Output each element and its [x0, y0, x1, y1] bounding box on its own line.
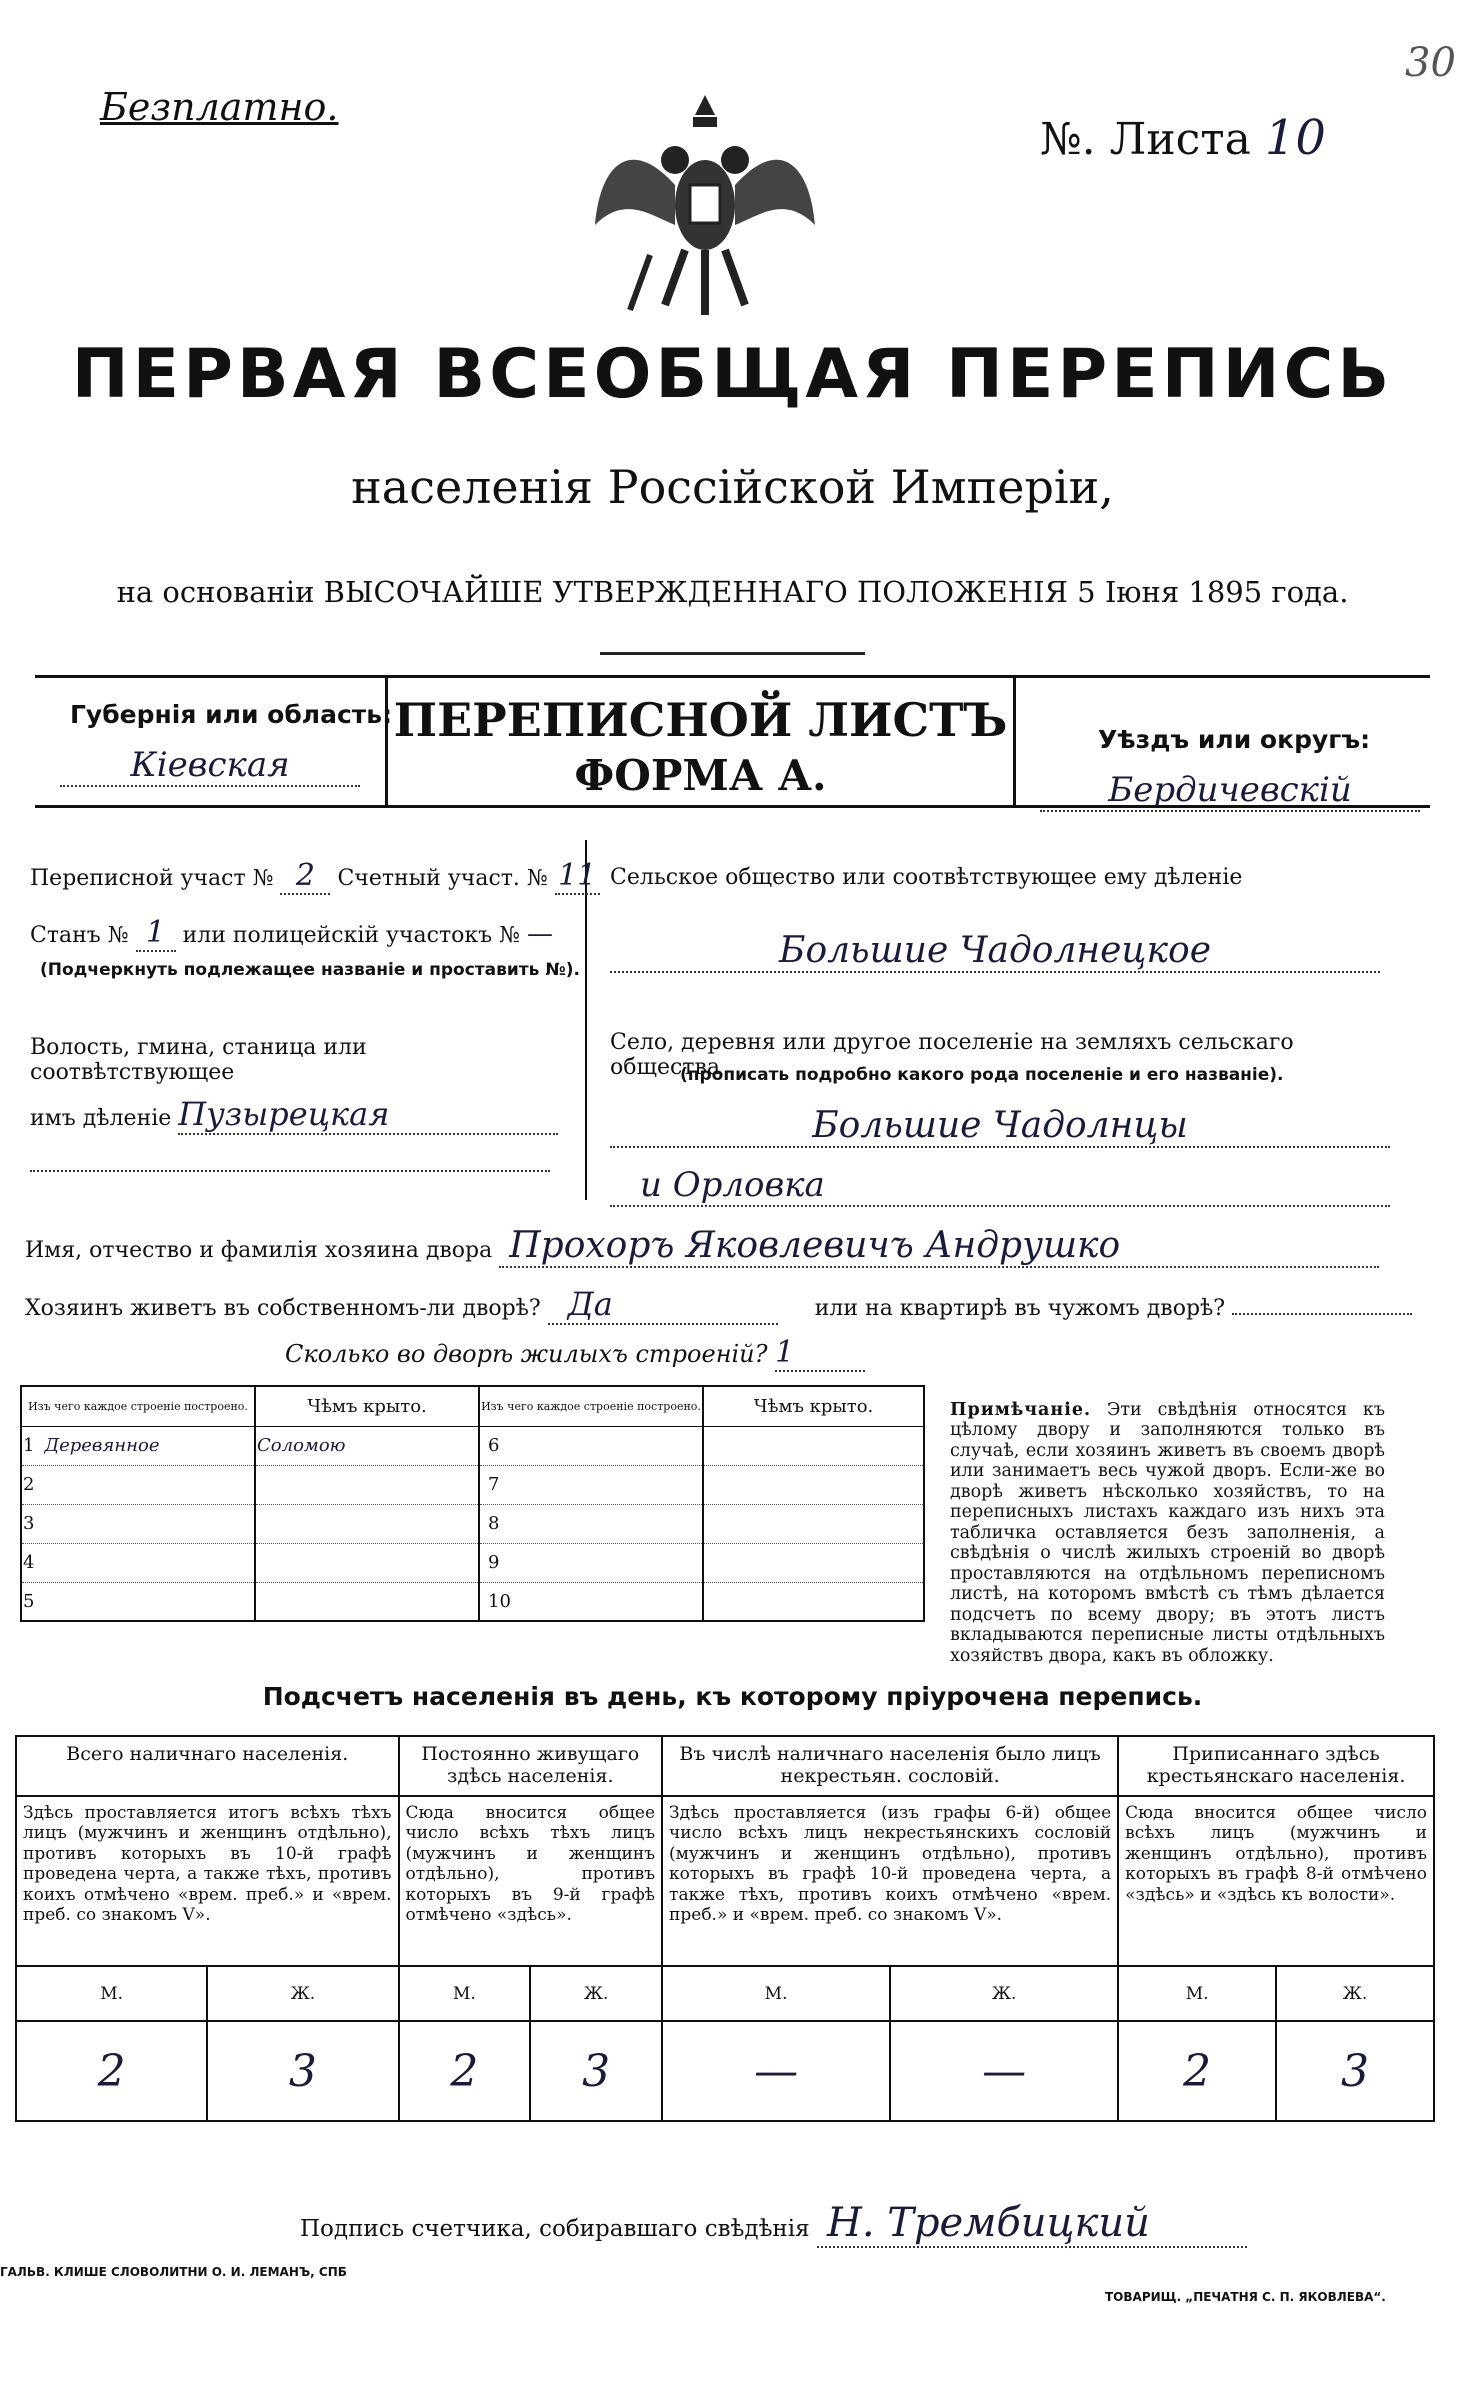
- volost-value: Пузырецкая: [178, 1095, 558, 1135]
- count-col-head: Всего наличнаго населенія.: [16, 1736, 399, 1796]
- province-label: Губернія или область:: [70, 700, 393, 729]
- village-value-1: Большие Чадолнцы: [610, 1105, 1390, 1148]
- population-count-table: [15, 1735, 1435, 2122]
- form-subtitle: ФОРМА А.: [574, 751, 827, 800]
- bld-roof-left: Соломою: [255, 1426, 479, 1465]
- census-section-label: Переписной участ: [30, 866, 246, 891]
- free-label: Безплатно.: [100, 85, 339, 129]
- note-text: Эти свѣдѣнія относятся къ цѣлому двору и заполняются только въ случаѣ, если хозяинъ живетъ въ своемъ дворѣ или занимаетъ весь чужой дворъ. Если-же во дворѣ живетъ нѣсколько хозяйствъ, то на переписныхъ листахъ каждаго изъ нихъ эта табличка оставляется безъ заполненія, а свѣдѣнія о числѣ жилыхъ строеній во дворѣ проставляются на отдѣльномъ переписномъ листѣ, на которомъ вмѣстѣ съ тѣмъ дѣлается подсчетъ по всему двору; въ этотъ листъ вкладываются переписные листы отдѣльныхъ хозяйствъ двора, какъ въ обложку.: [950, 1400, 1385, 1666]
- count-col-head: Приписаннаго здѣсь крестьянскаго населенія.: [1118, 1736, 1434, 1796]
- bld-built-left: 5: [21, 1582, 255, 1621]
- buildings-value: 1: [775, 1335, 865, 1372]
- page-title: ПЕРВАЯ ВСЕОБЩАЯ ПЕРЕПИСЬ: [71, 335, 1394, 414]
- male-header: М.: [1118, 1966, 1276, 2021]
- own-yard-line: [25, 1285, 1412, 1325]
- owner-line: [25, 1225, 1379, 1268]
- female-header: Ж.: [530, 1966, 662, 2021]
- buildings-line: [285, 1335, 865, 1372]
- bld-roof-left: [255, 1504, 479, 1543]
- corner-mark: 30: [1405, 40, 1456, 86]
- count-col-desc: Здѣсь проставляется итогъ всѣхъ тѣхъ лицъ (мужчинъ и женщинъ отдѣльно), противъ которыхъ въ 10-й графѣ проведена черта, а также тѣхъ, противъ коихъ отмѣчено «врем. преб.» и «врем. преб. со знакомъ V».: [16, 1796, 399, 1966]
- bld-built-right: 10: [479, 1582, 703, 1621]
- form-header-bottom-rule: [35, 805, 1430, 808]
- stan-value: 1: [136, 915, 176, 952]
- male-count: 2: [16, 2021, 207, 2121]
- society-label: Сельское общество или соотвѣтствующее ему дѣленіе: [610, 865, 1243, 890]
- female-count: 3: [207, 2021, 398, 2121]
- bld-built-right: 6: [479, 1426, 703, 1465]
- district-value: Бердичевскій: [1040, 770, 1420, 812]
- sheet-number-label: №. Листа: [1040, 114, 1251, 165]
- province-value: Кіевская: [60, 745, 360, 787]
- bld-roof-left: [255, 1582, 479, 1621]
- society-value: Большие Чадолнецкое: [610, 930, 1380, 973]
- count-col-head: Постоянно живущаго здѣсь населенія.: [399, 1736, 663, 1796]
- district-label: Уѣздъ или округъ:: [1098, 725, 1371, 754]
- form-title-box: [385, 675, 1016, 805]
- buildings-row: [21, 1426, 924, 1465]
- printer-right: ТОВАРИЩ. „ПЕЧАТНЯ С. П. ЯКОВЛЕВА“.: [1105, 2290, 1386, 2304]
- male-count: 2: [1118, 2021, 1276, 2121]
- bld-roof-right: [703, 1426, 924, 1465]
- own-yard-value: Да: [548, 1285, 778, 1325]
- count-title: Подсчетъ населенія въ день, къ которому пріурочена перепись.: [262, 1682, 1203, 1711]
- census-sections-line: Переписной участ № 2 Счетный участ. № 11: [30, 858, 600, 895]
- count-section-label: Счетный участ. №: [337, 866, 548, 891]
- volost-extra-line: [30, 1170, 550, 1172]
- buildings-row: [21, 1504, 924, 1543]
- male-header: М.: [662, 1966, 890, 2021]
- sheet-number: [1040, 110, 1326, 166]
- bld-head-built-left: Изъ чего каждое строеніе построено.: [21, 1386, 255, 1426]
- census-section-value: 2: [280, 858, 330, 895]
- female-header: Ж.: [1276, 1966, 1434, 2021]
- female-count: —: [890, 2021, 1118, 2121]
- village-label: Село, деревня или другое поселеніе на земляхъ сельскаго общества: [610, 1030, 1294, 1080]
- bld-built-right: 9: [479, 1543, 703, 1582]
- rented-value: [1232, 1313, 1412, 1315]
- buildings-row: [21, 1543, 924, 1582]
- own-yard-label: Хозяинъ живетъ въ собственномъ-ли дворѣ?: [25, 1296, 541, 1321]
- count-col-desc: Сюда вносится общее число всѣхъ лицъ (мужчинъ и женщинъ отдѣльно), противъ которыхъ въ графѣ 8-й отмѣчено «здѣсь» и «здѣсь къ волости».: [1118, 1796, 1434, 1966]
- male-header: М.: [399, 1966, 531, 2021]
- page-subtitle: населенія Россійской Имперіи,: [351, 460, 1114, 514]
- volost-label-2: имъ дѣленіе: [30, 1106, 172, 1131]
- buildings-row: [21, 1465, 924, 1504]
- bld-roof-right: [703, 1582, 924, 1621]
- bld-head-roof-right: Чѣмъ крыто.: [703, 1386, 924, 1426]
- count-col-head: Въ числѣ наличнаго населенія было лицъ некрестьян. сословій.: [662, 1736, 1118, 1796]
- village-note: (прописать подробно какого рода поселеніе и его названіе).: [680, 1065, 1284, 1085]
- female-count: 3: [530, 2021, 662, 2121]
- volost-line: [30, 1095, 558, 1135]
- female-count: 3: [1276, 2021, 1434, 2121]
- bld-built-left: 2: [21, 1465, 255, 1504]
- double-headed-eagle-emblem: [590, 75, 820, 325]
- signature-label: Подпись счетчика, собиравшаго свѣдѣнія: [300, 2216, 810, 2242]
- sheet-number-value: 10: [1264, 110, 1326, 166]
- signature-value: Н. Трембицкий: [817, 2200, 1247, 2248]
- bld-roof-right: [703, 1543, 924, 1582]
- owner-value: Прохоръ Яковлевичъ Андрушко: [499, 1225, 1379, 1268]
- bld-head-built-right: Изъ чего каждое строеніе построено.: [479, 1386, 703, 1426]
- male-header: М.: [16, 1966, 207, 2021]
- rented-label: или на квартирѣ въ чужомъ дворѣ?: [814, 1296, 1226, 1321]
- stan-line: [30, 915, 553, 952]
- bld-built-right: 7: [479, 1465, 703, 1504]
- buildings-label: Сколько во дворѣ жилыхъ строеній?: [285, 1340, 768, 1368]
- note-box: [950, 1400, 1385, 1666]
- note-title: Примѣчаніе.: [950, 1400, 1092, 1420]
- basis-line: на основаніи ВЫСОЧАЙШЕ УТВЕРЖДЕННАГО ПОЛОЖЕНІЯ 5 Іюня 1895 года.: [116, 575, 1349, 609]
- police-value: —: [526, 919, 553, 949]
- count-col-desc: Здѣсь проставляется (изъ графы 6-й) общее число всѣхъ лицъ некрестьянскихъ сословій (мужчинъ и женщинъ отдѣльно), противъ которыхъ въ графѣ 10-й проведена черта, а также тѣхъ, противъ коихъ отмѣчено «врем. преб.» и «врем. преб. со знакомъ V».: [662, 1796, 1118, 1966]
- bld-built-left: 3: [21, 1504, 255, 1543]
- bld-roof-right: [703, 1504, 924, 1543]
- underline-note: (Подчеркнуть подлежащее названіе и проставить №).: [40, 960, 580, 980]
- bld-roof-left: [255, 1465, 479, 1504]
- bld-roof-left: [255, 1543, 479, 1582]
- buildings-row: [21, 1582, 924, 1621]
- printer-left: ГАЛЬВ. КЛИШЕ СЛОВОЛИТНИ О. И. ЛЕМАНЪ, СПБ: [0, 2265, 347, 2279]
- signature-line: [300, 2200, 1247, 2248]
- police-label: или полицейскій участокъ №: [182, 923, 520, 948]
- buildings-table: [20, 1385, 925, 1622]
- village-value-2: и Орловка: [610, 1165, 1390, 1207]
- owner-label: Имя, отчество и фамилія хозяина двора: [25, 1238, 493, 1263]
- bld-built-left: 4: [21, 1543, 255, 1582]
- count-col-desc: Сюда вносится общее число всѣхъ тѣхъ лицъ (мужчинъ и женщинъ отдѣльно), противъ которыхъ въ 9-й графѣ отмѣчено «здѣсь».: [399, 1796, 663, 1966]
- stan-label: Станъ №: [30, 923, 129, 948]
- ornament-divider: [600, 652, 865, 655]
- bld-roof-right: [703, 1465, 924, 1504]
- female-header: Ж.: [890, 1966, 1118, 2021]
- count-section-value: 11: [555, 858, 600, 895]
- male-count: —: [662, 2021, 890, 2121]
- male-count: 2: [399, 2021, 531, 2121]
- form-title: ПЕРЕПИСНОЙ ЛИСТЪ: [393, 693, 1008, 747]
- bld-built-left: 1 Деревянное: [21, 1426, 255, 1465]
- bld-built-right: 8: [479, 1504, 703, 1543]
- female-header: Ж.: [207, 1966, 398, 2021]
- volost-label: Волость, гмина, станица или соотвѣтствующее: [30, 1035, 367, 1085]
- bld-head-roof-left: Чѣмъ крыто.: [255, 1386, 479, 1426]
